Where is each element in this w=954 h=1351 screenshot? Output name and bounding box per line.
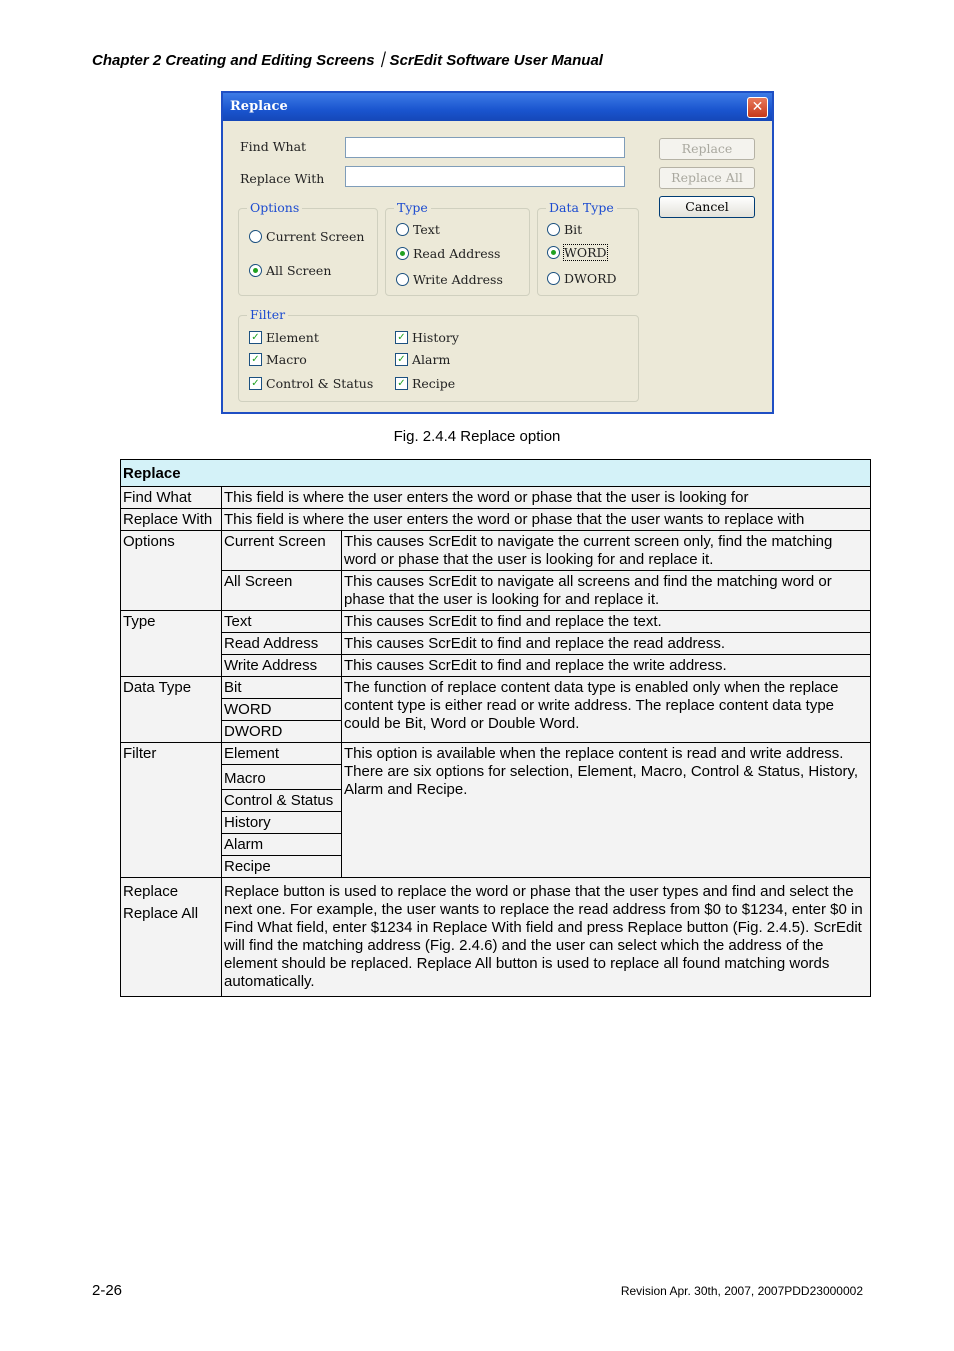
checkbox-macro[interactable] <box>249 352 307 367</box>
options-legend: Options <box>247 200 302 215</box>
options-group <box>238 200 378 296</box>
sub-label: Recipe <box>222 856 342 878</box>
radio-label: Write Address <box>413 272 503 287</box>
page-number: 2-26 <box>92 1282 123 1299</box>
row-desc: This field is where the user enters the word or phase that the user is looking for <box>222 487 871 509</box>
radio-selected-icon <box>547 246 560 259</box>
sub-label: Macro <box>222 765 342 790</box>
row-desc: This causes ScrEdit to find and replace the write address. <box>342 655 871 677</box>
row-desc: This causes ScrEdit to find and replace the text. <box>342 611 871 633</box>
checkmark-icon: ✓ <box>395 331 408 344</box>
replace-label: Replace <box>123 883 179 900</box>
row-desc: This causes ScrEdit to navigate all screens and find the matching word or phase that the user is looking for and replace it. <box>342 571 871 611</box>
find-what-input[interactable] <box>345 137 625 158</box>
table-row <box>121 677 871 699</box>
checkbox-element[interactable] <box>249 330 319 345</box>
radio-read-address[interactable] <box>396 246 500 261</box>
dialog-titlebar[interactable] <box>223 93 772 121</box>
sub-label: WORD <box>222 699 342 721</box>
checkbox-label: History <box>412 330 459 345</box>
radio-circle-icon <box>396 273 409 286</box>
page-header: Chapter 2 Creating and Editing Screens｜ScrEdit Software User Manual <box>92 52 603 69</box>
checkbox-label: Control & Status <box>266 376 374 391</box>
sub-label: Element <box>222 743 342 765</box>
row-label <box>121 878 222 997</box>
checkbox-recipe[interactable] <box>395 376 455 391</box>
sub-label: All Screen <box>222 571 342 611</box>
row-label: Filter <box>121 743 222 878</box>
checkbox-control-status[interactable] <box>249 376 373 391</box>
row-label: Replace With <box>121 509 222 531</box>
revision-note: Revision Apr. 30th, 2007, 2007PDD23000002 <box>620 1284 863 1298</box>
checkbox-label: Recipe <box>412 376 456 391</box>
radio-circle-icon <box>547 272 560 285</box>
type-legend: Type <box>394 200 431 215</box>
row-desc: Replace button is used to replace the word or phase that the user types and find and select the next one. For example, the user wants to replace the read address from $0 to $1234, enter $0 in Find What field, enter $1234 in Replace With field and press Replace button (Fig. 2.4.5). ScrEdit will find the matching address (Fig. 2.4.6) and the user can select which the address of the element should be replaced. Replace All button is used to replace all found matching words automatically. <box>222 878 871 997</box>
replace-all-button[interactable]: Replace All <box>659 167 755 189</box>
filter-legend: Filter <box>247 307 288 322</box>
sub-label: Control & Status <box>222 790 342 812</box>
row-desc: This causes ScrEdit to find and replace the read address. <box>342 633 871 655</box>
radio-write-address[interactable] <box>396 272 503 287</box>
data-type-legend: Data Type <box>546 200 617 215</box>
sub-label: Current Screen <box>222 531 342 571</box>
checkbox-alarm[interactable] <box>395 352 450 367</box>
table-row <box>121 633 871 655</box>
checkbox-history[interactable] <box>395 330 459 345</box>
table-row <box>121 878 871 997</box>
row-desc: The function of replace content data type is enabled only when the replace content type is either read or write address. The replace content data type could be Bit, Word or Double Word. <box>342 677 871 743</box>
checkmark-icon: ✓ <box>249 353 262 366</box>
sub-label: Alarm <box>222 834 342 856</box>
radio-circle-icon <box>547 223 560 236</box>
replace-reference-table <box>120 459 871 997</box>
row-label: Data Type <box>121 677 222 743</box>
radio-bit[interactable] <box>547 222 582 237</box>
replace-all-label: Replace All <box>123 905 199 922</box>
radio-label: WORD <box>564 245 607 260</box>
radio-dword[interactable] <box>547 271 617 286</box>
replace-with-input[interactable] <box>345 166 625 187</box>
table-row <box>121 655 871 677</box>
sub-label: Text <box>222 611 342 633</box>
checkmark-icon: ✓ <box>249 377 262 390</box>
row-desc: This causes ScrEdit to navigate the current screen only, find the matching word or phase that the user is looking for and replace it. <box>342 531 871 571</box>
radio-label: Current Screen <box>266 229 365 244</box>
table-row <box>121 743 871 765</box>
checkmark-icon: ✓ <box>395 377 408 390</box>
row-label: Type <box>121 611 222 677</box>
checkbox-label: Element <box>266 330 319 345</box>
radio-circle-icon <box>396 223 409 236</box>
replace-button[interactable]: Replace <box>659 138 755 160</box>
radio-selected-icon <box>249 264 262 277</box>
row-label: Find What <box>121 487 222 509</box>
radio-current-screen[interactable] <box>249 229 364 244</box>
table-row <box>121 531 871 571</box>
sub-label: Write Address <box>222 655 342 677</box>
radio-label: All Screen <box>266 263 332 278</box>
table-title: Replace <box>121 460 871 487</box>
radio-label: Bit <box>564 222 583 237</box>
table-row <box>121 571 871 611</box>
type-group <box>385 200 530 296</box>
table-header-row <box>121 460 871 487</box>
replace-with-label: Replace With <box>240 171 325 186</box>
checkbox-label: Macro <box>266 352 307 367</box>
table-row <box>121 487 871 509</box>
sub-label: History <box>222 812 342 834</box>
table-row <box>121 611 871 633</box>
sub-label: Read Address <box>222 633 342 655</box>
find-what-label: Find What <box>240 139 307 154</box>
row-label: Options <box>121 531 222 611</box>
radio-label: DWORD <box>564 271 617 286</box>
radio-circle-icon <box>249 230 262 243</box>
radio-all-screen[interactable] <box>249 263 331 278</box>
radio-selected-icon <box>396 247 409 260</box>
close-icon[interactable]: ✕ <box>747 97 768 118</box>
replace-dialog <box>221 91 774 414</box>
radio-text[interactable] <box>396 222 440 237</box>
data-type-group <box>537 200 639 296</box>
radio-label: Text <box>413 222 440 237</box>
sub-label: Bit <box>222 677 342 699</box>
filter-group <box>238 307 639 402</box>
checkbox-label: Alarm <box>412 352 451 367</box>
checkmark-icon: ✓ <box>249 331 262 344</box>
table-row <box>121 509 871 531</box>
radio-word[interactable] <box>547 245 607 260</box>
figure-caption: Fig. 2.4.4 Replace option <box>393 428 561 445</box>
row-desc: This option is available when the replace content is read and write address. There are six options for selection, Element, Macro, Control & Status, History, Alarm and Recipe. <box>342 743 871 878</box>
radio-label: Read Address <box>413 246 501 261</box>
cancel-button[interactable]: Cancel <box>659 196 755 218</box>
row-desc: This field is where the user enters the word or phase that the user wants to replace with <box>222 509 871 531</box>
checkmark-icon: ✓ <box>395 353 408 366</box>
dialog-title: Replace <box>230 99 288 114</box>
sub-label: DWORD <box>222 721 342 743</box>
